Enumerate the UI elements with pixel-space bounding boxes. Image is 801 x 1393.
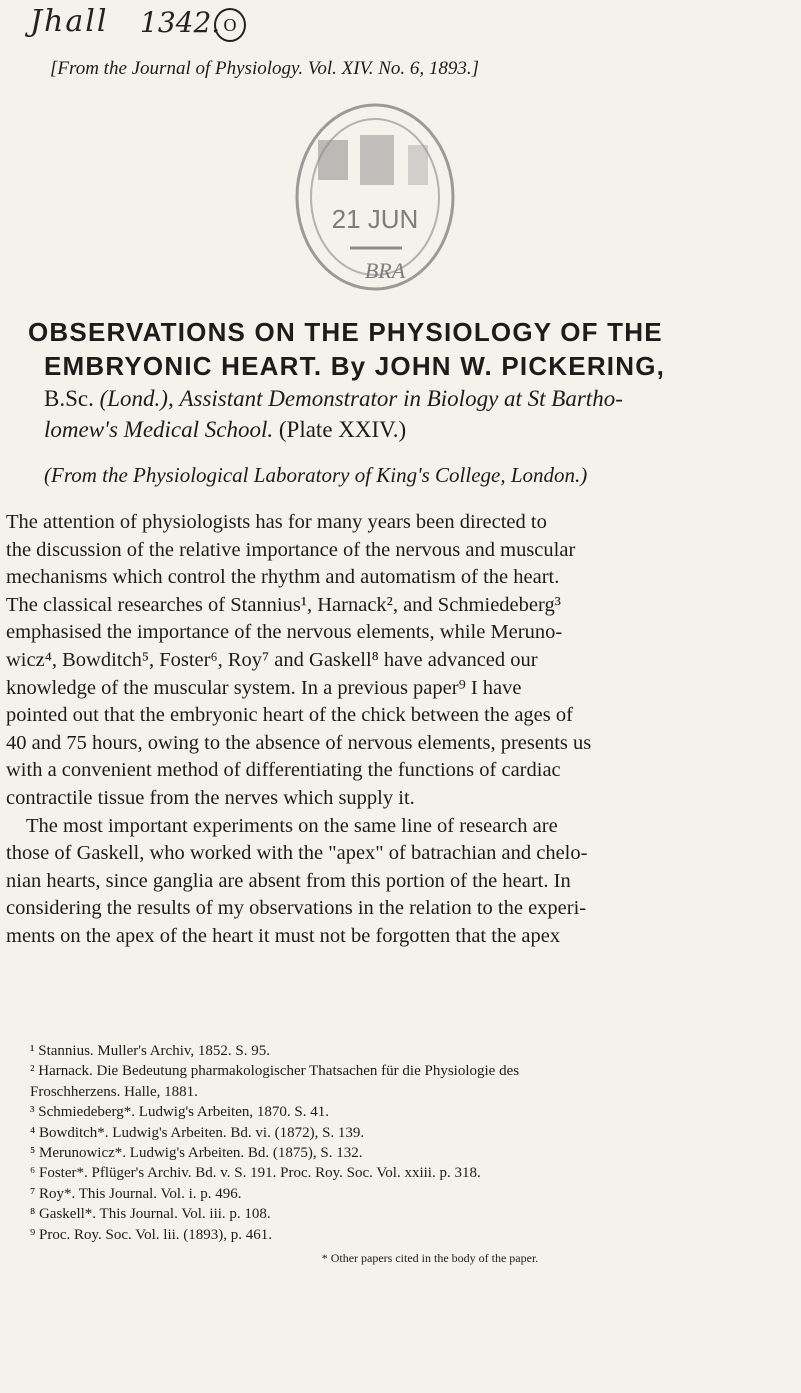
author-role-cont: lomew's Medical School. xyxy=(44,417,274,442)
author-affiliation xyxy=(44,383,794,445)
author-name: By JOHN W. PICKERING, xyxy=(330,351,666,381)
footnote: ³ Schmiedeberg*. Ludwig's Arbeiten, 1870. S. 41. xyxy=(30,1104,329,1121)
footnote: ⁴ Bowditch*. Ludwig's Arbeiten. Bd. vi. (1872), S. 139. xyxy=(30,1124,365,1141)
footnote: ⁶ Foster*. Pflüger's Archiv. Bd. v. S. 191. Proc. Roy. Soc. Vol. xxiii. p. 318. xyxy=(30,1165,481,1182)
body-line: The attention of physiologists has for many years been directed to xyxy=(6,511,547,533)
body-line: The classical researches of Stannius¹, Harnack², and Schmiedeberg³ xyxy=(6,593,561,616)
body-line: The most important experiments on the same line of research are xyxy=(26,814,558,837)
footnote-remark: * Other papers cited in the body of the paper. xyxy=(321,1251,539,1266)
journal-header: [From the Journal of Physiology. Vol. XIV. No. 6, 1893.] xyxy=(50,58,480,79)
circled-mark: O xyxy=(214,8,246,42)
body-line: pointed out that the embryonic heart of the chick between the ages of xyxy=(6,704,573,727)
body-line: considering the results of my observations in the relation to the experi- xyxy=(6,897,587,920)
plate-reference: (Plate XXIV.) xyxy=(278,417,407,442)
library-stamp-icon xyxy=(290,100,460,295)
body-line: mechanisms which control the rhythm and automatism of the heart. xyxy=(6,566,560,589)
body-text xyxy=(6,509,796,951)
body-line: nian hearts, since ganglia are absent from this portion of the heart. In xyxy=(6,869,571,892)
handwritten-name: Jhall xyxy=(30,4,109,39)
footnote: ² Harnack. Die Bedeutung pharmakologischer Thatsachen für die Physiologie des xyxy=(30,1063,520,1080)
body-line: wicz⁴, Bowditch⁵, Foster⁶, Roy⁷ and Gaskell⁸ have advanced our xyxy=(6,648,538,671)
author-degree: B.Sc. xyxy=(44,386,94,411)
footnote: Froschherzens. Halle, 1881. xyxy=(30,1083,198,1100)
body-line: with a convenient method of differentiating the functions of cardiac xyxy=(6,759,561,782)
footnote: ⁹ Proc. Roy. Soc. Vol. lii. (1893), p. 461. xyxy=(30,1226,273,1243)
body-line: 40 and 75 hours, owing to the absence of nervous elements, presents us xyxy=(6,731,592,754)
author-role: Assistant Demonstrator in Biology at St Bartho- xyxy=(179,386,623,411)
body-line: contractile tissue from the nerves which supply it. xyxy=(6,786,415,809)
body-line: those of Gaskell, who worked with the "apex" of batrachian and chelo- xyxy=(6,842,588,865)
footnote: ⁵ Merunowicz*. Ludwig's Arbeiten. Bd. (1875), S. 132. xyxy=(30,1145,363,1162)
footnotes xyxy=(30,1041,790,1268)
body-line: ments on the apex of the heart it must not be forgotten that the apex xyxy=(6,924,561,947)
footnote: ⁸ Gaskell*. This Journal. Vol. iii. p. 108. xyxy=(30,1206,271,1223)
title-line-1: OBSERVATIONS ON THE PHYSIOLOGY OF THE xyxy=(28,317,663,347)
footnote: ¹ Stannius. Muller's Archiv, 1852. S. 95. xyxy=(30,1043,270,1059)
body-line: the discussion of the relative importance of the nervous and muscular xyxy=(6,538,576,561)
body-line: knowledge of the muscular system. In a previous paper⁹ I have xyxy=(6,676,522,699)
stamp-letters: BRA xyxy=(364,258,406,283)
handwritten-number: 1342. xyxy=(140,6,221,39)
title-line-2: EMBRYONIC HEART. xyxy=(44,351,323,381)
body-line: emphasised the importance of the nervous elements, while Meruno- xyxy=(6,621,563,644)
stamp-date: 21 JUN xyxy=(331,204,419,234)
paper-title xyxy=(28,315,798,383)
author-degree-place: (Lond.), xyxy=(99,386,174,411)
footnote: ⁷ Roy*. This Journal. Vol. i. p. 496. xyxy=(30,1185,242,1202)
laboratory-line: (From the Physiological Laboratory of King's College, London.) xyxy=(44,463,588,487)
